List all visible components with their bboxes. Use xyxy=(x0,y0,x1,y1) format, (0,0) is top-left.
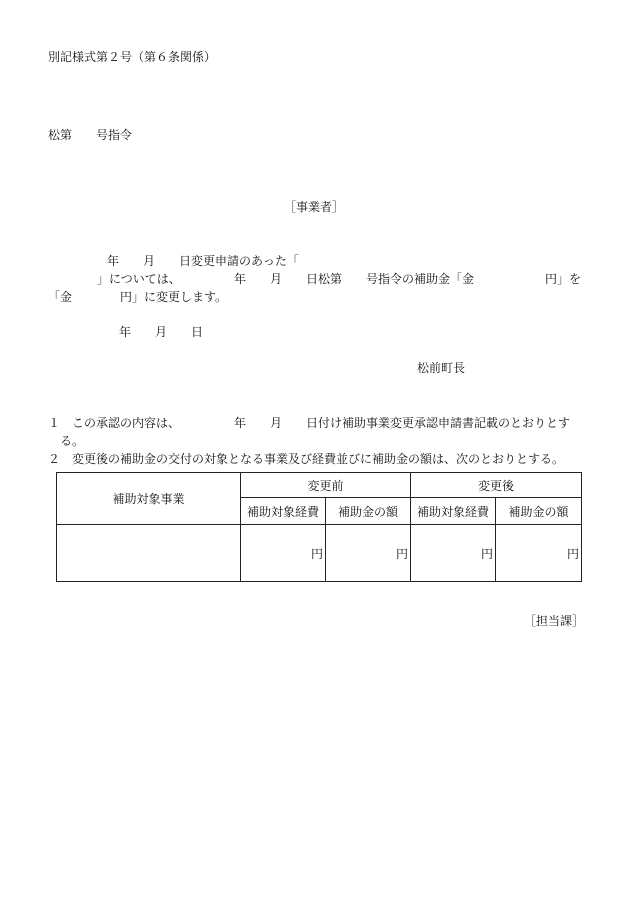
condition-1-number: １ xyxy=(48,416,61,430)
condition-2-text: 変更後の補助金の交付の対象となる事業及び経費並びに補助金の額は、次のとおりとする。 xyxy=(72,452,565,466)
body-line-2b: 年 月 日松第 号指令の補助金「金 xyxy=(234,272,475,286)
cell-before-expense: 円 xyxy=(241,525,326,582)
body-line-2a: 」については、 xyxy=(97,272,181,286)
table-row xyxy=(57,525,582,582)
body-line-1: 年 月 日変更申請のあった「 xyxy=(107,254,299,268)
form-number: 別記様式第２号（第６条関係） xyxy=(48,50,217,64)
command-number: 松第 号指令 xyxy=(48,128,133,142)
condition-1-text-a: この承認の内容は、 xyxy=(72,416,181,430)
subsidy-table xyxy=(56,472,582,582)
header-before-amount: 補助金の額 xyxy=(326,498,411,525)
body-line-3a: 「金 xyxy=(48,290,73,304)
body-line-3b: 円」に変更します。 xyxy=(120,290,228,304)
condition-1-text-b: 年 月 日付け補助事業変更承認申請書記載のとおりとす xyxy=(234,416,571,430)
header-project: 補助対象事業 xyxy=(57,473,241,525)
body-line-2c: 円」を xyxy=(545,272,582,286)
cell-after-amount: 円 xyxy=(496,525,582,582)
issuer-name: 松前町長 xyxy=(417,361,466,375)
header-after-change: 変更後 xyxy=(411,473,582,498)
cell-after-expense: 円 xyxy=(411,525,496,582)
header-after-amount: 補助金の額 xyxy=(496,498,582,525)
header-before-change: 変更前 xyxy=(241,473,411,498)
issue-date: 年 月 日 xyxy=(119,325,204,339)
header-after-expense: 補助対象経費 xyxy=(411,498,496,525)
condition-1-continuation: る。 xyxy=(60,434,85,448)
condition-2-number: ２ xyxy=(48,452,61,466)
department-label: ［担当課］ xyxy=(524,614,585,628)
header-before-expense: 補助対象経費 xyxy=(241,498,326,525)
cell-before-amount: 円 xyxy=(326,525,411,582)
recipient-label: ［事業者］ xyxy=(284,200,345,214)
cell-project xyxy=(57,525,241,582)
